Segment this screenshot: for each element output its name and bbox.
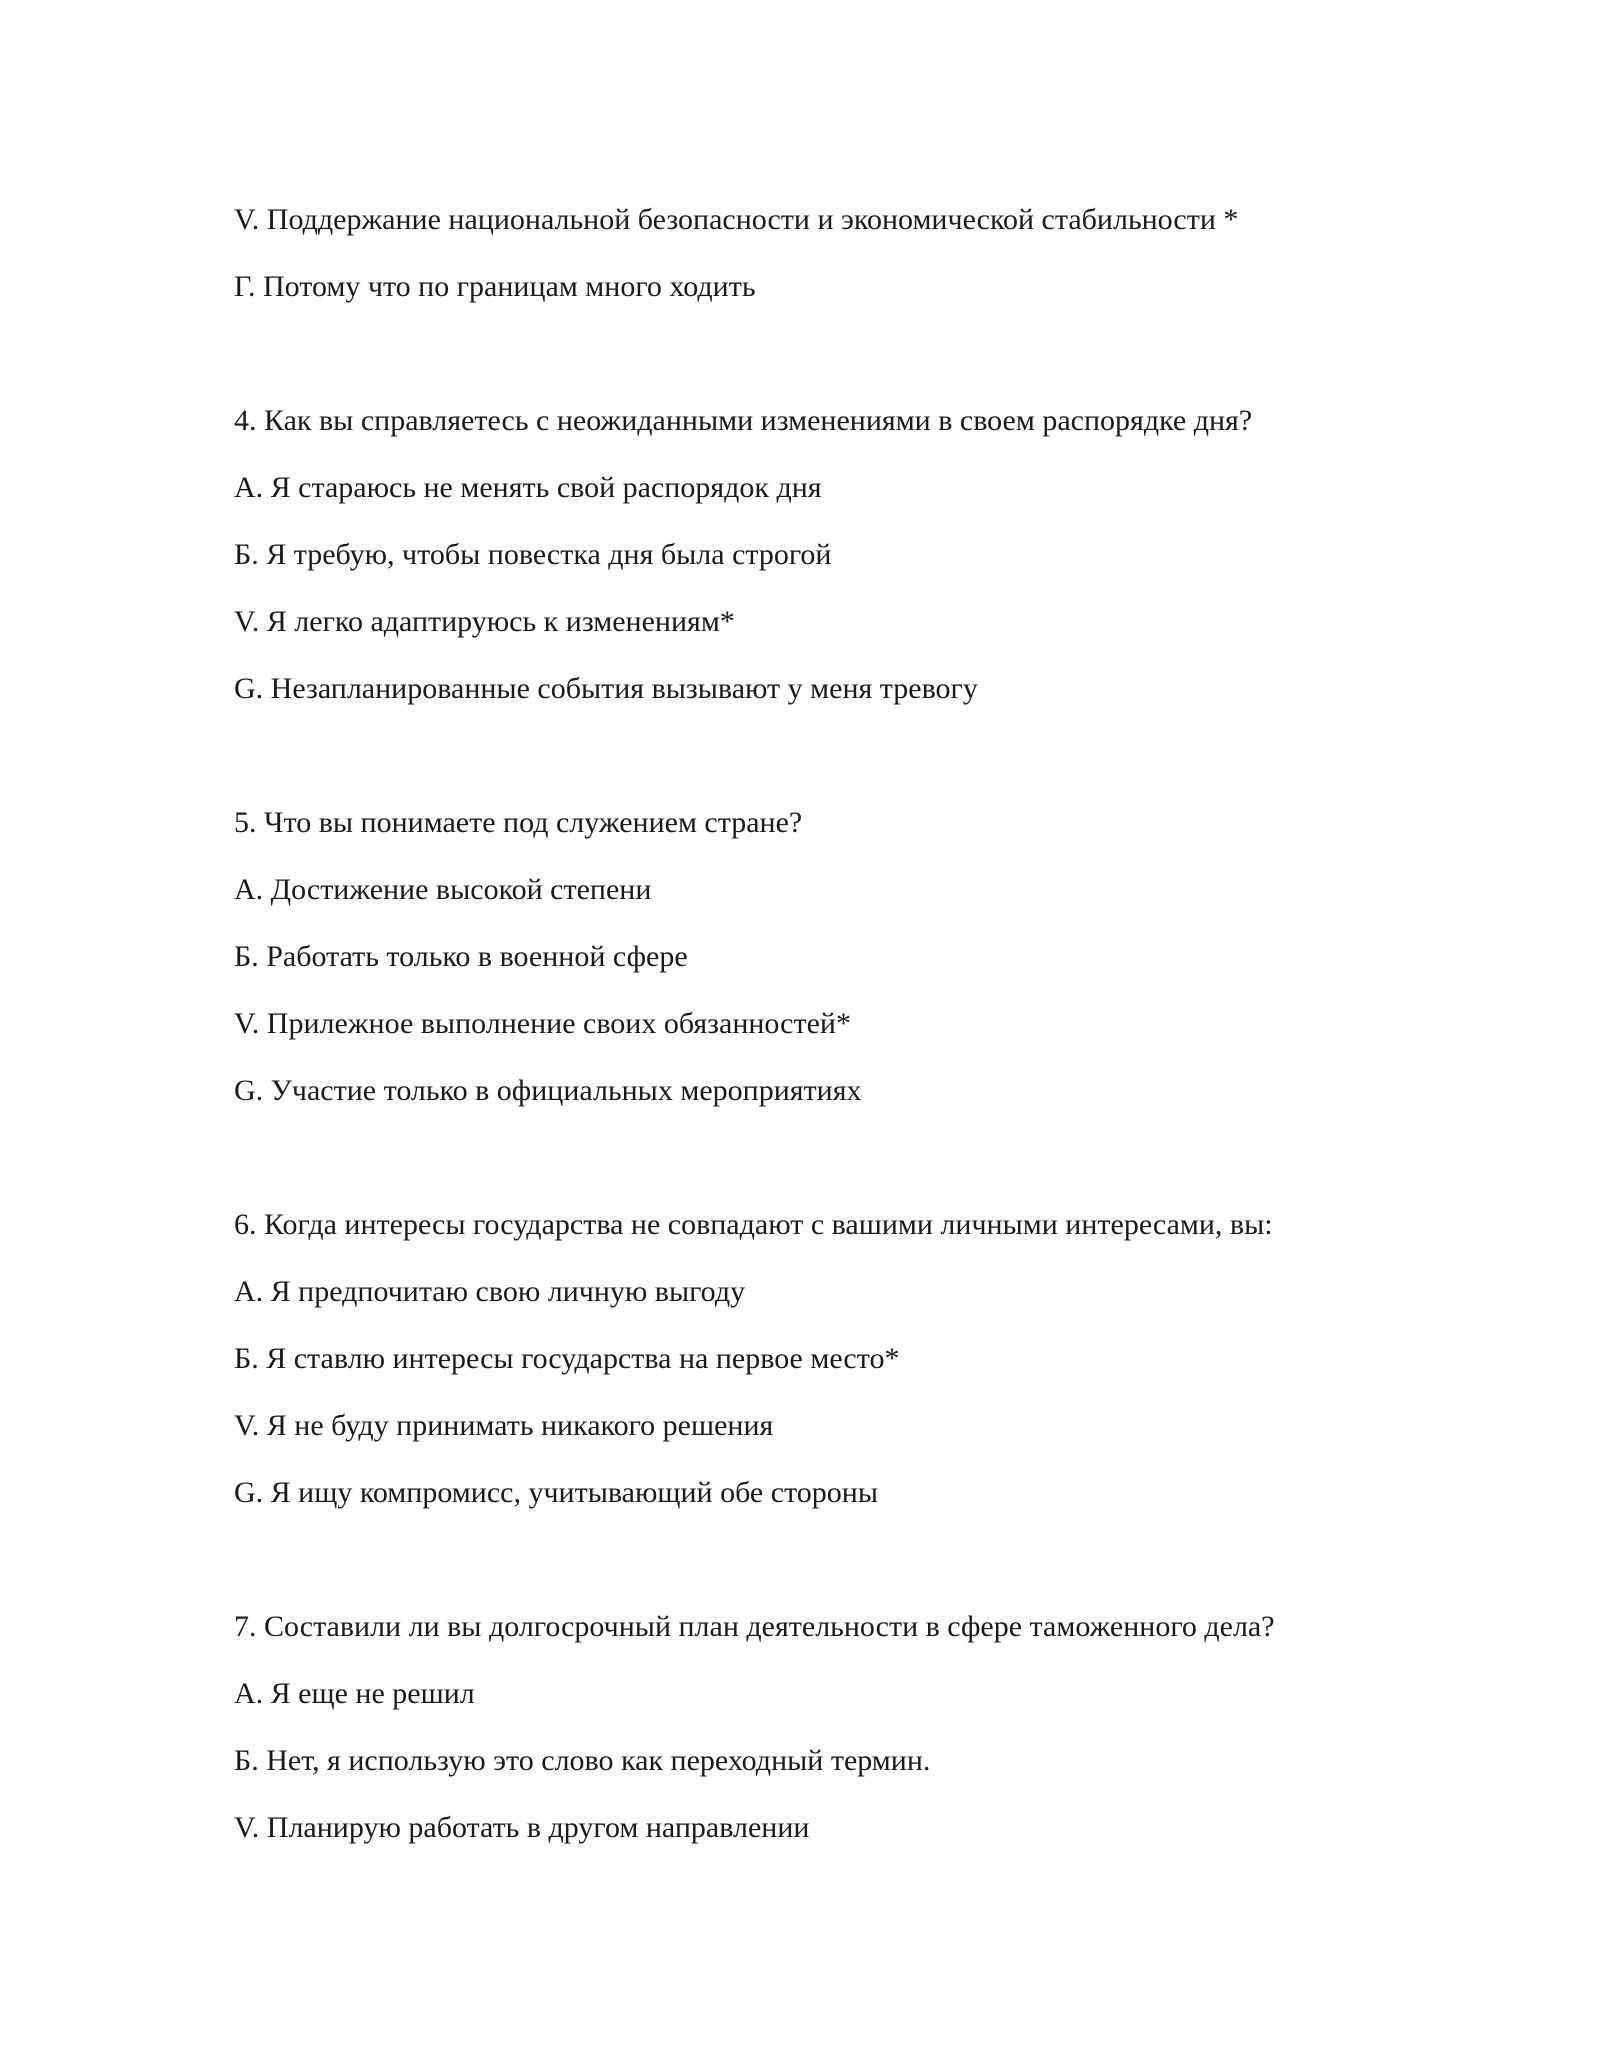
question-5: 5. Что вы понимаете под служением стране? — [234, 806, 803, 839]
answer-option-v: V. Поддержание национальной безопасности и экономической стабильности * — [234, 203, 1239, 236]
answer-option-g: G. Я ищу компромисс, учитывающий обе стороны — [234, 1476, 878, 1509]
question-7: 7. Составили ли вы долгосрочный план деятельности в сфере таможенного дела? — [234, 1610, 1275, 1643]
answer-option-a: A. Я еще не решил — [234, 1677, 475, 1710]
spacer — [234, 1526, 1414, 1593]
answer-option-b: Б. Нет, я использую это слово как переходный термин. — [234, 1744, 931, 1777]
spacer — [234, 722, 1414, 789]
spacer — [234, 320, 1414, 387]
question-6: 6. Когда интересы государства не совпадают с вашими личными интересами, вы: — [234, 1208, 1273, 1241]
answer-option-v: V. Я легко адаптируюсь к изменениям* — [234, 605, 735, 638]
answer-option-b: Б. Я ставлю интересы государства на первое место* — [234, 1342, 900, 1375]
spacer — [234, 1124, 1414, 1191]
answer-option-g: Г. Потому что по границам много ходить — [234, 270, 756, 303]
answer-option-v: V. Я не буду принимать никакого решения — [234, 1409, 774, 1442]
answer-option-a: A. Я предпочитаю свою личную выгоду — [234, 1275, 746, 1308]
answer-option-a: A. Я стараюсь не менять свой распорядок дня — [234, 471, 822, 504]
answer-option-g: G. Незапланированные события вызывают у меня тревогу — [234, 672, 978, 705]
answer-option-g: G. Участие только в официальных мероприятиях — [234, 1074, 862, 1107]
questionnaire-text — [234, 186, 1414, 1861]
answer-option-a: A. Достижение высокой степени — [234, 873, 652, 906]
question-4: 4. Как вы справляетесь с неожиданными изменениями в своем распорядке дня? — [234, 404, 1253, 437]
answer-option-b: Б. Я требую, чтобы повестка дня была строгой — [234, 538, 832, 571]
answer-option-v: V. Планирую работать в другом направлении — [234, 1811, 810, 1844]
answer-option-b: Б. Работать только в военной сфере — [234, 940, 688, 973]
answer-option-v: V. Прилежное выполнение своих обязанностей* — [234, 1007, 851, 1040]
